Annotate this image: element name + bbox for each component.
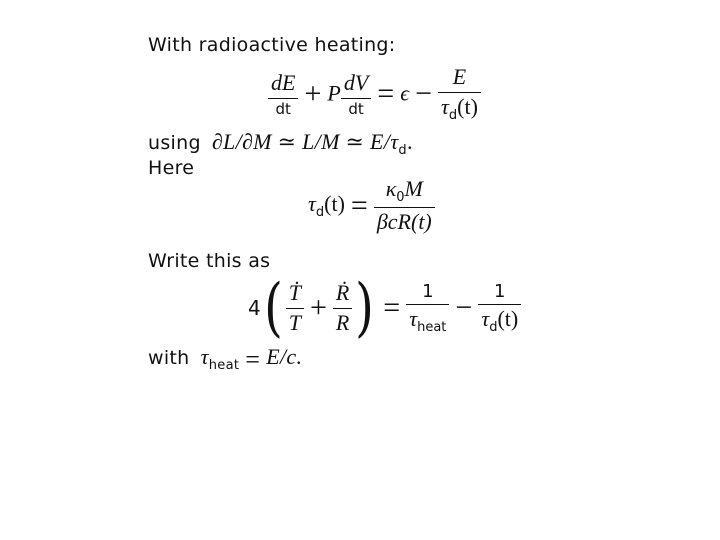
- numerator: 1: [494, 281, 506, 302]
- denominator: $\tau_d(t)$: [441, 94, 478, 123]
- with-label: with: [148, 347, 190, 369]
- denominator: dt: [348, 99, 364, 118]
- with-line: [148, 344, 302, 375]
- using-period: .: [406, 129, 413, 154]
- denominator: R: [335, 310, 350, 335]
- numerator: dE: [271, 69, 296, 95]
- fraction-dE-dt: [268, 70, 298, 118]
- using-expression: ∂L/∂M ≃ L/M ≃ E/τ: [211, 129, 399, 154]
- minus-sign: −: [455, 291, 473, 324]
- fraction-Rdot-R: [333, 280, 352, 336]
- coefficient: 4: [248, 296, 261, 320]
- using-subscript: d: [398, 143, 407, 158]
- here-label: Here: [148, 157, 195, 179]
- fraction-1-tau-heat: [406, 281, 449, 335]
- right-paren: ): [355, 271, 375, 345]
- numerator: E: [452, 64, 467, 89]
- fraction-Tdot-T: [286, 280, 304, 336]
- denominator: βcR(t): [376, 209, 432, 234]
- plus-sign: +: [309, 291, 327, 324]
- plus-sign: +: [304, 76, 322, 110]
- denominator: T: [288, 310, 301, 335]
- numerator: Ṙ: [335, 280, 350, 305]
- epsilon-symbol: ϵ: [400, 80, 410, 106]
- using-label: using: [148, 132, 201, 154]
- fraction-1-tau-d: [478, 281, 521, 335]
- denominator: $\tau_d(t)$: [481, 306, 519, 335]
- minus-sign: −: [415, 76, 432, 110]
- tau-d-lhs: $\tau_d(t)$: [308, 191, 345, 220]
- equation-heating: [248, 271, 521, 345]
- numerator: Ṫ: [288, 280, 301, 305]
- pressure-symbol: P: [327, 80, 341, 106]
- using-line: [148, 129, 413, 158]
- denominator: dt: [275, 99, 291, 118]
- write-label: Write this as: [148, 250, 271, 272]
- left-paren: (: [263, 271, 283, 345]
- with-expression: E/c.: [266, 344, 303, 369]
- numerator: dV: [343, 69, 369, 95]
- numerator: $\kappa_0M$: [385, 176, 423, 205]
- equals-sign: =: [377, 76, 395, 110]
- fraction-dV-dt: [341, 70, 371, 118]
- heading: With radioactive heating:: [148, 34, 396, 56]
- tau-heat: $\tau_{heat}$: [200, 344, 240, 373]
- denominator: $\tau_{heat}$: [409, 306, 447, 335]
- equals-sign: =: [350, 188, 368, 222]
- fraction-kappa: [374, 176, 435, 235]
- equals-sign: =: [245, 344, 261, 374]
- fraction-E-tau: [438, 64, 481, 123]
- equation-tau-d: [308, 176, 435, 235]
- equation-energy: [268, 64, 481, 123]
- equals-sign: =: [383, 291, 401, 324]
- numerator: 1: [422, 281, 434, 302]
